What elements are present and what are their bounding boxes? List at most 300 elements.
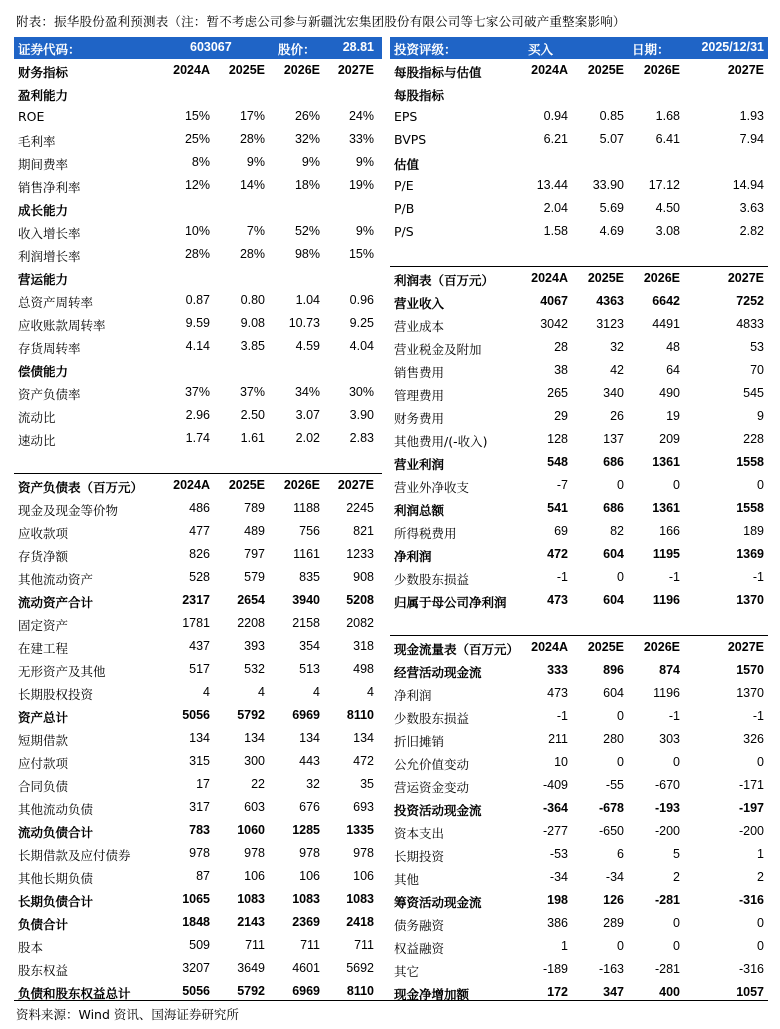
row-label: 存货周转率: [18, 341, 81, 356]
table-row: [14, 773, 382, 796]
cell-value: 477: [189, 524, 210, 538]
table-row: [390, 336, 768, 359]
cell-value: 28: [554, 340, 568, 354]
cell-value: -281: [654, 893, 680, 907]
cell-value: 2.83: [349, 431, 374, 445]
cell-value: -1: [556, 709, 568, 723]
table-row: [14, 566, 382, 589]
row-label: 无形资产及其他: [18, 664, 106, 679]
row-label: 营业成本: [394, 319, 445, 334]
cell-value: 1.74: [185, 431, 210, 445]
cell-value: 28%: [239, 132, 265, 146]
cell-value: 33%: [348, 132, 374, 146]
cell-value: 6969: [292, 984, 320, 998]
row-label: 负债合计: [18, 917, 69, 932]
cell-value: 9: [757, 409, 764, 423]
cell-value: -200: [654, 824, 680, 838]
row-label: 成长能力: [18, 203, 69, 218]
stock-code-value: 603067: [190, 40, 232, 54]
row-label: BVPS: [394, 132, 427, 147]
row-label: 负债和股东权益总计: [18, 986, 131, 1001]
table-row: [390, 520, 768, 543]
cell-value: 1.68: [655, 109, 680, 123]
cell-value: 70: [750, 363, 764, 377]
table-row: [390, 197, 768, 220]
cell-value: 2369: [292, 915, 320, 929]
cell-value: 1370: [736, 593, 764, 607]
cell-value: 693: [353, 800, 374, 814]
cell-value: 37%: [184, 385, 210, 399]
cell-value: 134: [189, 731, 210, 745]
cell-value: 7.94: [739, 132, 764, 146]
table-row: [14, 704, 382, 727]
table-row: [14, 243, 382, 266]
cell-value: 3.07: [295, 408, 320, 422]
cell-value: 676: [299, 800, 320, 814]
cell-value: 473: [547, 686, 568, 700]
table-row: [14, 312, 382, 335]
cell-value: 789: [244, 501, 265, 515]
cell-value: 978: [244, 846, 265, 860]
table-row: [14, 750, 382, 773]
cell-value: 19%: [348, 178, 374, 192]
row-label: 资本支出: [394, 826, 445, 841]
cell-value: 1196: [653, 686, 680, 700]
cell-value: 513: [299, 662, 320, 676]
cell-value: 32: [610, 340, 624, 354]
cell-value: 490: [659, 386, 680, 400]
row-label: 毛利率: [18, 134, 56, 149]
cell-value: 25%: [184, 132, 210, 146]
cell-value: 9.59: [185, 316, 210, 330]
row-label: 净利润: [394, 688, 432, 703]
cell-value: 2245: [346, 501, 374, 515]
cell-value: 134: [299, 731, 320, 745]
cell-value: 1.61: [240, 431, 265, 445]
table-row: [14, 450, 382, 473]
cell-value: 548: [547, 455, 568, 469]
row-label: 经营活动现金流: [394, 665, 482, 680]
cell-value: 26%: [294, 109, 320, 123]
table-row: [14, 934, 382, 957]
row-label: 少数股东损益: [394, 572, 470, 587]
cell-value: 2024A: [173, 63, 210, 77]
cell-value: 2024A: [531, 63, 568, 77]
cell-value: 166: [659, 524, 680, 538]
row-label: 估值: [394, 157, 420, 172]
row-label: 其它: [394, 964, 420, 979]
row-label: 资产负债率: [18, 387, 81, 402]
cell-value: 711: [300, 938, 320, 952]
cell-value: 5792: [237, 708, 265, 722]
row-label: 投资活动现金流: [394, 803, 482, 818]
cell-value: 1196: [652, 593, 680, 607]
cell-value: -277: [542, 824, 568, 838]
row-label: 所得税费用: [394, 526, 457, 541]
row-label: 每股指标: [394, 88, 445, 103]
cell-value: 0: [617, 570, 624, 584]
table-row: [390, 566, 768, 589]
table-row: [390, 774, 768, 797]
cell-value: 1361: [652, 455, 680, 469]
cell-value: 33.90: [592, 178, 624, 192]
cell-value: 2024A: [531, 640, 568, 654]
cell-value: 2027E: [727, 63, 764, 77]
table-row: [390, 659, 768, 682]
cell-value: 541: [547, 501, 568, 515]
table-row: [390, 705, 768, 728]
row-label: 应收款项: [18, 526, 69, 541]
cell-value: 289: [603, 916, 624, 930]
cell-value: 400: [659, 985, 680, 999]
cell-value: 2025E: [587, 271, 624, 285]
cell-value: 0: [757, 755, 764, 769]
cell-value: 896: [603, 663, 624, 677]
cell-value: 8110: [346, 708, 374, 722]
cell-value: 0.96: [349, 293, 374, 307]
cell-value: 5792: [237, 984, 265, 998]
row-label: 现金流量表（百万元）: [394, 642, 520, 657]
cell-value: 6.21: [543, 132, 568, 146]
cell-value: 0: [673, 939, 680, 953]
cell-value: 10.73: [288, 316, 320, 330]
table-row: [14, 427, 382, 450]
cell-value: 4: [258, 685, 265, 699]
cell-value: 1285: [292, 823, 320, 837]
cell-value: 209: [659, 432, 680, 446]
cell-value: 4.59: [295, 339, 320, 353]
cell-value: 604: [603, 686, 624, 700]
cell-value: 28%: [239, 247, 265, 261]
cell-value: 52%: [294, 224, 320, 238]
cell-value: 4067: [540, 294, 568, 308]
cell-value: 1161: [293, 547, 320, 561]
cell-value: 443: [299, 754, 320, 768]
table-row: [390, 451, 768, 474]
cell-value: 53: [750, 340, 764, 354]
cell-value: 4.50: [655, 201, 680, 215]
row-label: 折旧摊销: [394, 734, 445, 749]
cell-value: 4: [203, 685, 210, 699]
cell-value: 228: [743, 432, 764, 446]
table-row: [390, 843, 768, 866]
row-label: 其他流动负债: [18, 802, 94, 817]
cell-value: 5.07: [599, 132, 624, 146]
cell-value: 874: [659, 663, 680, 677]
cell-value: 1057: [736, 985, 764, 999]
left-table: [14, 59, 382, 1003]
cell-value: 354: [299, 639, 320, 653]
cell-value: 3649: [237, 961, 265, 975]
cell-value: 4: [313, 685, 320, 699]
cell-value: 0.80: [240, 293, 265, 307]
table-row: [390, 912, 768, 935]
cell-value: 5692: [346, 961, 374, 975]
table-row: [390, 635, 768, 659]
cell-value: 711: [354, 938, 374, 952]
header-bar-left: [14, 37, 382, 59]
cell-value: 7252: [736, 294, 764, 308]
cell-value: 1370: [736, 686, 764, 700]
row-label: ROE: [18, 109, 45, 124]
cell-value: -1: [752, 709, 764, 723]
cell-value: 3.63: [739, 201, 764, 215]
cell-value: 2025E: [228, 478, 265, 492]
table-row: [14, 819, 382, 842]
cell-value: 15%: [348, 247, 374, 261]
row-label: 净利润: [394, 549, 432, 564]
cell-value: 2: [673, 870, 680, 884]
cell-value: 22: [251, 777, 265, 791]
cell-value: 1060: [237, 823, 265, 837]
cell-value: 3.85: [240, 339, 265, 353]
table-row: [390, 866, 768, 889]
table-row: [390, 174, 768, 197]
table-row: [390, 290, 768, 313]
row-label: 应收账款周转率: [18, 318, 106, 333]
row-label: 资产总计: [18, 710, 69, 725]
cell-value: 24%: [348, 109, 374, 123]
bottom-rule: [14, 1000, 768, 1001]
cell-value: 0: [757, 478, 764, 492]
cell-value: -670: [654, 778, 680, 792]
table-row: [390, 220, 768, 243]
cell-value: -34: [549, 870, 568, 884]
cell-value: 489: [244, 524, 265, 538]
row-label: 流动负债合计: [18, 825, 94, 840]
cell-value: 2026E: [283, 63, 320, 77]
cell-value: 473: [547, 593, 568, 607]
row-label: 营业税金及附加: [394, 342, 482, 357]
cell-value: -316: [738, 893, 764, 907]
row-label: P/B: [394, 201, 415, 216]
cell-value: 2026E: [643, 640, 680, 654]
cell-value: -281: [654, 962, 680, 976]
cell-value: 517: [189, 662, 210, 676]
table-row: [390, 82, 768, 105]
table-row: [390, 59, 768, 82]
row-label: 其他流动资产: [18, 572, 94, 587]
row-label: 盈利能力: [18, 88, 69, 103]
cell-value: 2.04: [543, 201, 568, 215]
cell-value: 1.58: [543, 224, 568, 238]
table-row: [390, 820, 768, 843]
cell-value: 9.25: [349, 316, 374, 330]
cell-value: 106: [299, 869, 320, 883]
cell-value: 2158: [292, 616, 320, 630]
cell-value: 98%: [294, 247, 320, 261]
cell-value: 978: [189, 846, 210, 860]
cell-value: -409: [542, 778, 568, 792]
table-row: [14, 220, 382, 243]
cell-value: 8%: [191, 155, 210, 169]
table-caption: 附表：振华股份盈利预测表（注：暂不考虑公司参与新疆沈宏集团股份有限公司等七家公司破产重整案影响）: [16, 14, 626, 29]
table-row: [14, 473, 382, 497]
cell-value: 5056: [182, 984, 210, 998]
row-label: 速动比: [18, 433, 56, 448]
row-label: 总资产周转率: [18, 295, 94, 310]
cell-value: 1781: [182, 616, 210, 630]
table-row: [390, 266, 768, 290]
cell-value: 1.04: [295, 293, 320, 307]
cell-value: 126: [603, 893, 624, 907]
table-row: [14, 174, 382, 197]
table-row: [390, 612, 768, 635]
cell-value: 3123: [596, 317, 624, 331]
cell-value: 17%: [239, 109, 265, 123]
cell-value: 9%: [355, 155, 374, 169]
cell-value: 9%: [355, 224, 374, 238]
cell-value: 4.14: [185, 339, 210, 353]
row-label: 存货净额: [18, 549, 69, 564]
cell-value: -34: [605, 870, 624, 884]
cell-value: 2317: [182, 593, 210, 607]
cell-value: 4601: [292, 961, 320, 975]
row-label: 合同负债: [18, 779, 69, 794]
row-label: 其他长期负债: [18, 871, 94, 886]
row-label: 长期投资: [394, 849, 445, 864]
cell-value: 0: [617, 709, 624, 723]
cell-value: 2025E: [587, 63, 624, 77]
row-label: 偿债能力: [18, 364, 69, 379]
cell-value: 26: [610, 409, 624, 423]
cell-value: 0.87: [185, 293, 210, 307]
row-label: 应付款项: [18, 756, 69, 771]
row-label: 营运能力: [18, 272, 69, 287]
cell-value: -55: [605, 778, 624, 792]
table-row: [14, 105, 382, 128]
cell-value: 0: [673, 478, 680, 492]
cell-value: 14%: [239, 178, 265, 192]
row-label: 营业利润: [394, 457, 445, 472]
cell-value: 1335: [346, 823, 374, 837]
cell-value: 198: [547, 893, 568, 907]
price-value: 28.81: [342, 40, 374, 54]
table-row: [390, 958, 768, 981]
table-row: [14, 289, 382, 312]
cell-value: -1: [668, 709, 680, 723]
cell-value: 17: [196, 777, 210, 791]
cell-value: 686: [603, 501, 624, 515]
cell-value: 2082: [346, 616, 374, 630]
cell-value: 908: [353, 570, 374, 584]
cell-value: 604: [603, 547, 624, 561]
cell-value: 2.02: [295, 431, 320, 445]
cell-value: 386: [547, 916, 568, 930]
cell-value: -197: [738, 801, 764, 815]
table-row: [14, 82, 382, 105]
cell-value: 32%: [294, 132, 320, 146]
cell-value: 2.50: [240, 408, 265, 422]
cell-value: 10: [554, 755, 568, 769]
table-row: [14, 911, 382, 934]
table-row: [14, 381, 382, 404]
row-label: 归属于母公司净利润: [394, 595, 507, 610]
row-label: 长期借款及应付债券: [18, 848, 131, 863]
cell-value: 437: [189, 639, 210, 653]
table-row: [390, 405, 768, 428]
cell-value: -364: [542, 801, 568, 815]
cell-value: 1.93: [739, 109, 764, 123]
cell-value: -171: [738, 778, 764, 792]
cell-value: 5056: [182, 708, 210, 722]
cell-value: 2027E: [727, 640, 764, 654]
cell-value: 2027E: [727, 271, 764, 285]
cell-value: 2.96: [185, 408, 210, 422]
cell-value: 498: [353, 662, 374, 676]
table-row: [14, 358, 382, 381]
cell-value: 12%: [184, 178, 210, 192]
row-label: 流动资产合计: [18, 595, 94, 610]
cell-value: 711: [245, 938, 265, 952]
cell-value: 34%: [294, 385, 320, 399]
cell-value: 2026E: [643, 271, 680, 285]
cell-value: -1: [668, 570, 680, 584]
row-label: 短期借款: [18, 733, 69, 748]
cell-value: 300: [244, 754, 265, 768]
row-label: 股东权益: [18, 963, 69, 978]
table-row: [390, 428, 768, 451]
cell-value: 686: [603, 455, 624, 469]
table-row: [390, 751, 768, 774]
table-row: [14, 128, 382, 151]
row-label: 长期股权投资: [18, 687, 94, 702]
cell-value: 509: [189, 938, 210, 952]
cell-value: 42: [610, 363, 624, 377]
cell-value: 1848: [182, 915, 210, 929]
row-label: 少数股东损益: [394, 711, 470, 726]
row-label: 其他: [394, 872, 420, 887]
cell-value: 0: [673, 916, 680, 930]
cell-value: 1083: [292, 892, 320, 906]
table-row: [14, 266, 382, 289]
row-label: P/S: [394, 224, 414, 239]
cell-value: 1361: [652, 501, 680, 515]
cell-value: 2024A: [531, 271, 568, 285]
cell-value: 10%: [184, 224, 210, 238]
row-label: 营业收入: [394, 296, 445, 311]
cell-value: 797: [244, 547, 265, 561]
cell-value: 3207: [182, 961, 210, 975]
cell-value: 2143: [237, 915, 265, 929]
table-row: [390, 474, 768, 497]
table-row: [390, 543, 768, 566]
row-label: 长期负债合计: [18, 894, 94, 909]
cell-value: 326: [743, 732, 764, 746]
table-row: [390, 589, 768, 612]
cell-value: 5: [673, 847, 680, 861]
table-row: [390, 682, 768, 705]
cell-value: 106: [244, 869, 265, 883]
cell-value: 1233: [346, 547, 374, 561]
cell-value: 0: [617, 939, 624, 953]
cell-value: 48: [666, 340, 680, 354]
row-label: 固定资产: [18, 618, 69, 633]
cell-value: 821: [353, 524, 374, 538]
cell-value: 9%: [246, 155, 265, 169]
cell-value: 393: [244, 639, 265, 653]
cell-value: 978: [299, 846, 320, 860]
table-row: [14, 635, 382, 658]
row-label: 利润增长率: [18, 249, 81, 264]
cell-value: 2418: [346, 915, 374, 929]
table-row: [14, 796, 382, 819]
cell-value: 7%: [246, 224, 265, 238]
cell-value: 5.69: [599, 201, 624, 215]
header-bar-right: [390, 37, 768, 59]
cell-value: 1188: [293, 501, 320, 515]
cell-value: 603: [244, 800, 265, 814]
